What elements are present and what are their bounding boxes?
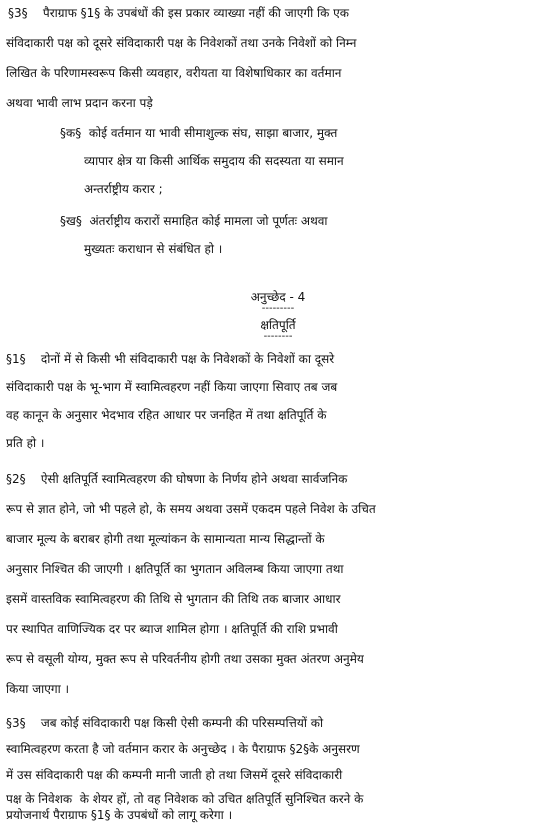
- para-1-line: संविदाकारी पक्ष के भू-भाग में स्वामित्वहरण नहीं किया जाएगा सिवाए तब जब: [6, 380, 338, 394]
- para-2-line: अनुसार निश्चित की जाएगी । क्षतिपूर्ति का भुगतान अविलम्ब किया जाएगा तथा: [6, 562, 344, 576]
- article-subtitle-rule: --------: [263, 331, 293, 342]
- para-3-line: प्रयोजनार्थ पैराग्राफ §1§ के उपबंधों को लागू करेगा ।: [6, 808, 233, 822]
- para-2-line: इसमें वास्तविक स्वामित्वहरण की तिथि से भुगतान की तिथि तक बाजार आधार: [6, 592, 341, 606]
- para-2-line: किया जाएगा ।: [6, 682, 70, 696]
- para-2-line: रूप से ज्ञात होने, जो भी पहले हो, के समय अथवा उसमें एकदम पहले निवेश के उचित: [6, 502, 376, 516]
- para-1-line: प्रति हो ।: [6, 436, 45, 450]
- text-line: §3§ पैराग्राफ §1§ के उपबंधों की इस प्रकार व्याख्या नहीं की जाएगी कि एक: [8, 6, 350, 20]
- article-subtitle: क्षतिपूर्ति: [260, 318, 296, 332]
- para-1-line: §1§ दोनों में से किसी भी संविदाकारी पक्ष के निवेशकों के निवेशों का दूसरे: [6, 352, 335, 366]
- para-2-line: रूप से वसूली योग्य, मुक्त रूप से परिवर्तनीय होगी तथा उसका मुक्त अंतरण अनुमेय: [6, 652, 364, 666]
- clause-a-line: अन्तर्राष्ट्रीय करार ;: [84, 182, 163, 196]
- clause-b-line: मुख्यतः कराधान से संबंधित हो ।: [84, 242, 223, 256]
- clause-b-line: §ख§ अंतर्राष्ट्रीय करारों समाहित कोई मामला जो पूर्णतः अथवा: [60, 214, 328, 228]
- para-2-line: बाजार मूल्य के बराबर होगी तथा मूल्यांकन के सामान्यता मान्य सिद्धान्तों के: [6, 532, 325, 546]
- para-3-line: स्वामित्वहरण करता है जो वर्तमान करार के अनुच्छेद । के पैराग्राफ §2§के अनुसरण: [6, 742, 360, 756]
- para-3-line: §3§ जब कोई संविदाकारी पक्ष किसी ऐसी कम्पनी की परिसम्पत्तियों को: [6, 716, 324, 730]
- para-2-line: पर स्थापित वाणिज्यिक दर पर ब्याज शामिल होगा । क्षतिपूर्ति की राशि प्रभावी: [6, 622, 338, 636]
- article-title: अनुच्छेद - 4: [250, 290, 306, 304]
- clause-a-line: §क§ कोई वर्तमान या भावी सीमाशुल्क संघ, साझा बाजार, मुक्त: [60, 126, 338, 140]
- text-line: अथवा भावी लाभ प्रदान करना पड़े: [6, 96, 153, 110]
- clause-a-line: व्यापार क्षेत्र या किसी आर्थिक समुदाय की सदस्यता या समान: [84, 154, 344, 168]
- para-3-line: में उस संविदाकारी पक्ष की कम्पनी मानी जाती हो तथा जिसमें दूसरे संविदाकारी: [6, 768, 343, 782]
- para-1-line: वह कानून के अनुसार भेदभाव रहित आधार पर जनहित में तथा क्षतिपूर्ति के: [6, 408, 327, 422]
- text-line: लिखित के परिणामस्वरूप किसी व्यवहार, वरीयता या विशेषाधिकार का वर्तमान: [6, 66, 342, 80]
- article-title-rule: ---------: [261, 303, 295, 314]
- text-line: संविदाकारी पक्ष को दूसरे संविदाकारी पक्ष के निवेशकों तथा उनके निवेशों को निम्न: [6, 36, 357, 50]
- para-3-line: पक्ष के निवेशक के शेयर हों, तो वह निवेशक को उचित क्षतिपूर्ति सुनिश्चित करने के: [6, 792, 364, 806]
- para-2-line: §2§ ऐसी क्षतिपूर्ति स्वामित्वहरण की घोषणा के निर्णय होने अथवा सार्वजनिक: [6, 472, 348, 486]
